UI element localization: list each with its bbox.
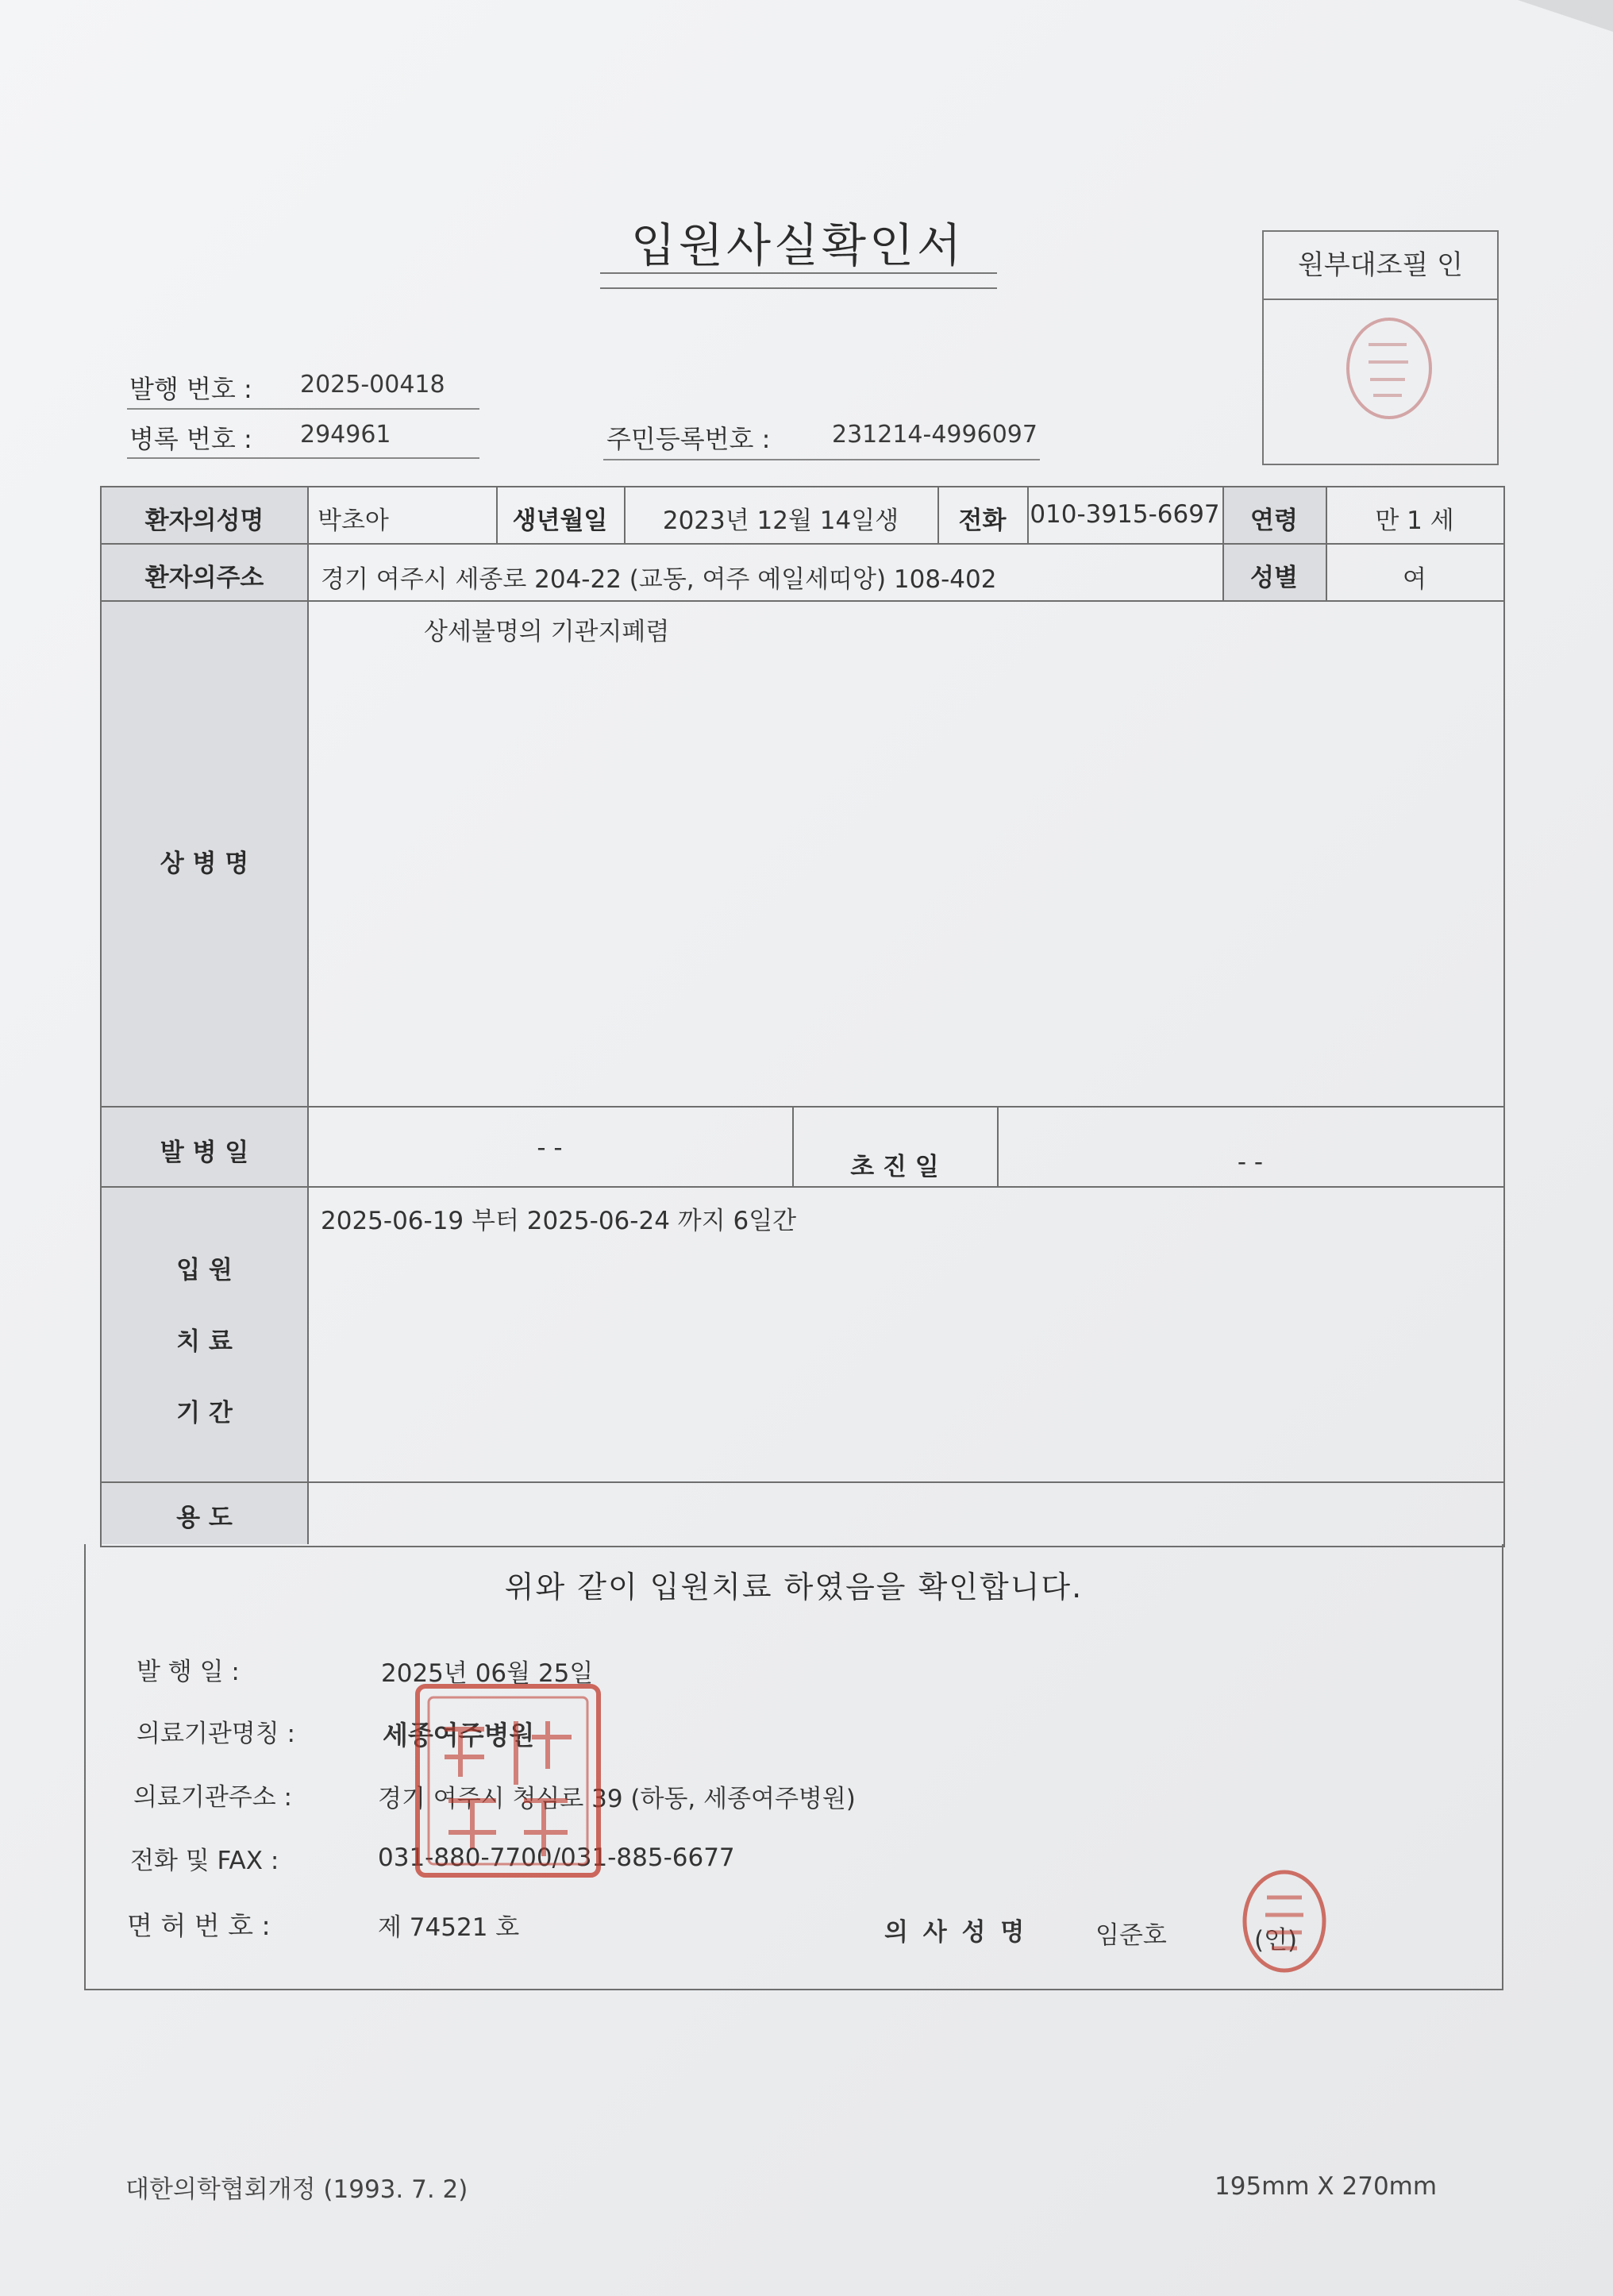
age-value: 만 1 세: [1375, 507, 1454, 535]
period-label-line3: 기 간: [176, 1399, 233, 1427]
confirmation-statement: 위와 같이 입원치료 하였음을 확인합니다.: [504, 1570, 1084, 1605]
label-column-shade: [102, 487, 307, 1544]
doctor-seal-mark: (인): [1254, 1926, 1298, 1955]
tel-fax-label: 전화 및 FAX :: [130, 1847, 279, 1875]
first-visit-label: 초 진 일: [850, 1153, 939, 1181]
first-visit-value: - -: [1237, 1148, 1264, 1177]
verification-seal-icon: [1264, 299, 1497, 464]
patient-address-label: 환자의주소: [144, 564, 264, 592]
patient-info-table: [100, 486, 1505, 1547]
page-corner: [1518, 0, 1613, 32]
footer-paper-size: 195mm X 270mm: [1215, 2172, 1438, 2201]
issue-date-label: 발 행 일 :: [137, 1658, 240, 1686]
footer-revision-note: 대한의학협회개정 (1993. 7. 2): [125, 2175, 468, 2204]
rrn-value: 231214-4996097: [832, 421, 1037, 449]
period-label-line2: 치 료: [176, 1327, 233, 1356]
row-divider: [102, 1186, 1503, 1188]
issue-number-label: 발행 번호 :: [129, 374, 252, 404]
issue-number-underline: [127, 408, 479, 410]
dob-label: 생년월일: [512, 507, 608, 535]
row-divider: [102, 600, 1503, 602]
record-number-value: 294961: [300, 421, 391, 449]
row-divider: [102, 1106, 1503, 1108]
rrn-underline: [603, 459, 1040, 460]
record-number-underline: [127, 457, 479, 459]
diagnosis-value: 상세불명의 기관지폐렴: [424, 618, 670, 646]
stamp-box-label: 원부대조필 인: [1264, 232, 1497, 300]
sex-value: 여: [1403, 565, 1426, 594]
purpose-label: 용 도: [176, 1504, 233, 1532]
phone-label: 전화: [958, 507, 1007, 535]
issue-date-value: 2025년 06월 25일: [381, 1659, 594, 1688]
document-title: 입원사실확인서: [630, 218, 965, 272]
patient-name-value: 박초아: [318, 507, 389, 535]
verification-stamp-box: [1262, 230, 1499, 465]
title-underline-second: [600, 287, 997, 289]
record-number-label: 병록 번호 :: [129, 424, 252, 454]
dob-value: 2023년 12월 14일생: [662, 507, 899, 535]
institution-name-label: 의료기관명칭 :: [137, 1720, 295, 1748]
sex-label: 성별: [1250, 564, 1298, 592]
doctor-name-value: 임준호: [1095, 1921, 1167, 1950]
patient-address-value: 경기 여주시 세종로 204-22 (교동, 여주 예일세띠앙) 108-402: [321, 565, 997, 594]
row-divider: [102, 543, 1503, 545]
diagnosis-label: 상 병 명: [160, 849, 249, 878]
hospital-seal-icon: [413, 1682, 603, 1880]
period-label-line1: 입 원: [176, 1256, 233, 1285]
phone-value: 010-3915-6697: [1030, 500, 1220, 529]
institution-address-value: 경기 여주시 청심로 39 (하동, 세종여주병원): [378, 1785, 856, 1813]
tel-fax-value: 031-880-7700/031-885-6677: [378, 1843, 735, 1872]
institution-name-value: 세종여주병원: [383, 1720, 535, 1751]
license-number-label: 면 허 번 호 :: [127, 1910, 271, 1941]
doctor-name-label: 의 사 성 명: [884, 1918, 1028, 1947]
license-number-value: 제 74521 호: [378, 1913, 520, 1942]
patient-name-label: 환자의성명: [144, 507, 264, 535]
title-underline: [600, 272, 997, 274]
onset-date-label: 발 병 일: [160, 1138, 249, 1167]
onset-date-value: - -: [537, 1134, 563, 1162]
age-label: 연령: [1250, 507, 1298, 535]
rrn-label: 주민등록번호 :: [606, 424, 771, 454]
admission-period-value: 2025-06-19 부터 2025-06-24 까지 6일간: [321, 1207, 797, 1235]
row-divider: [102, 1481, 1503, 1483]
issue-number-value: 2025-00418: [300, 371, 445, 399]
col-divider: [307, 487, 309, 1544]
doctor-seal-icon: [1237, 1866, 1332, 1977]
institution-address-label: 의료기관주소 :: [133, 1783, 292, 1812]
